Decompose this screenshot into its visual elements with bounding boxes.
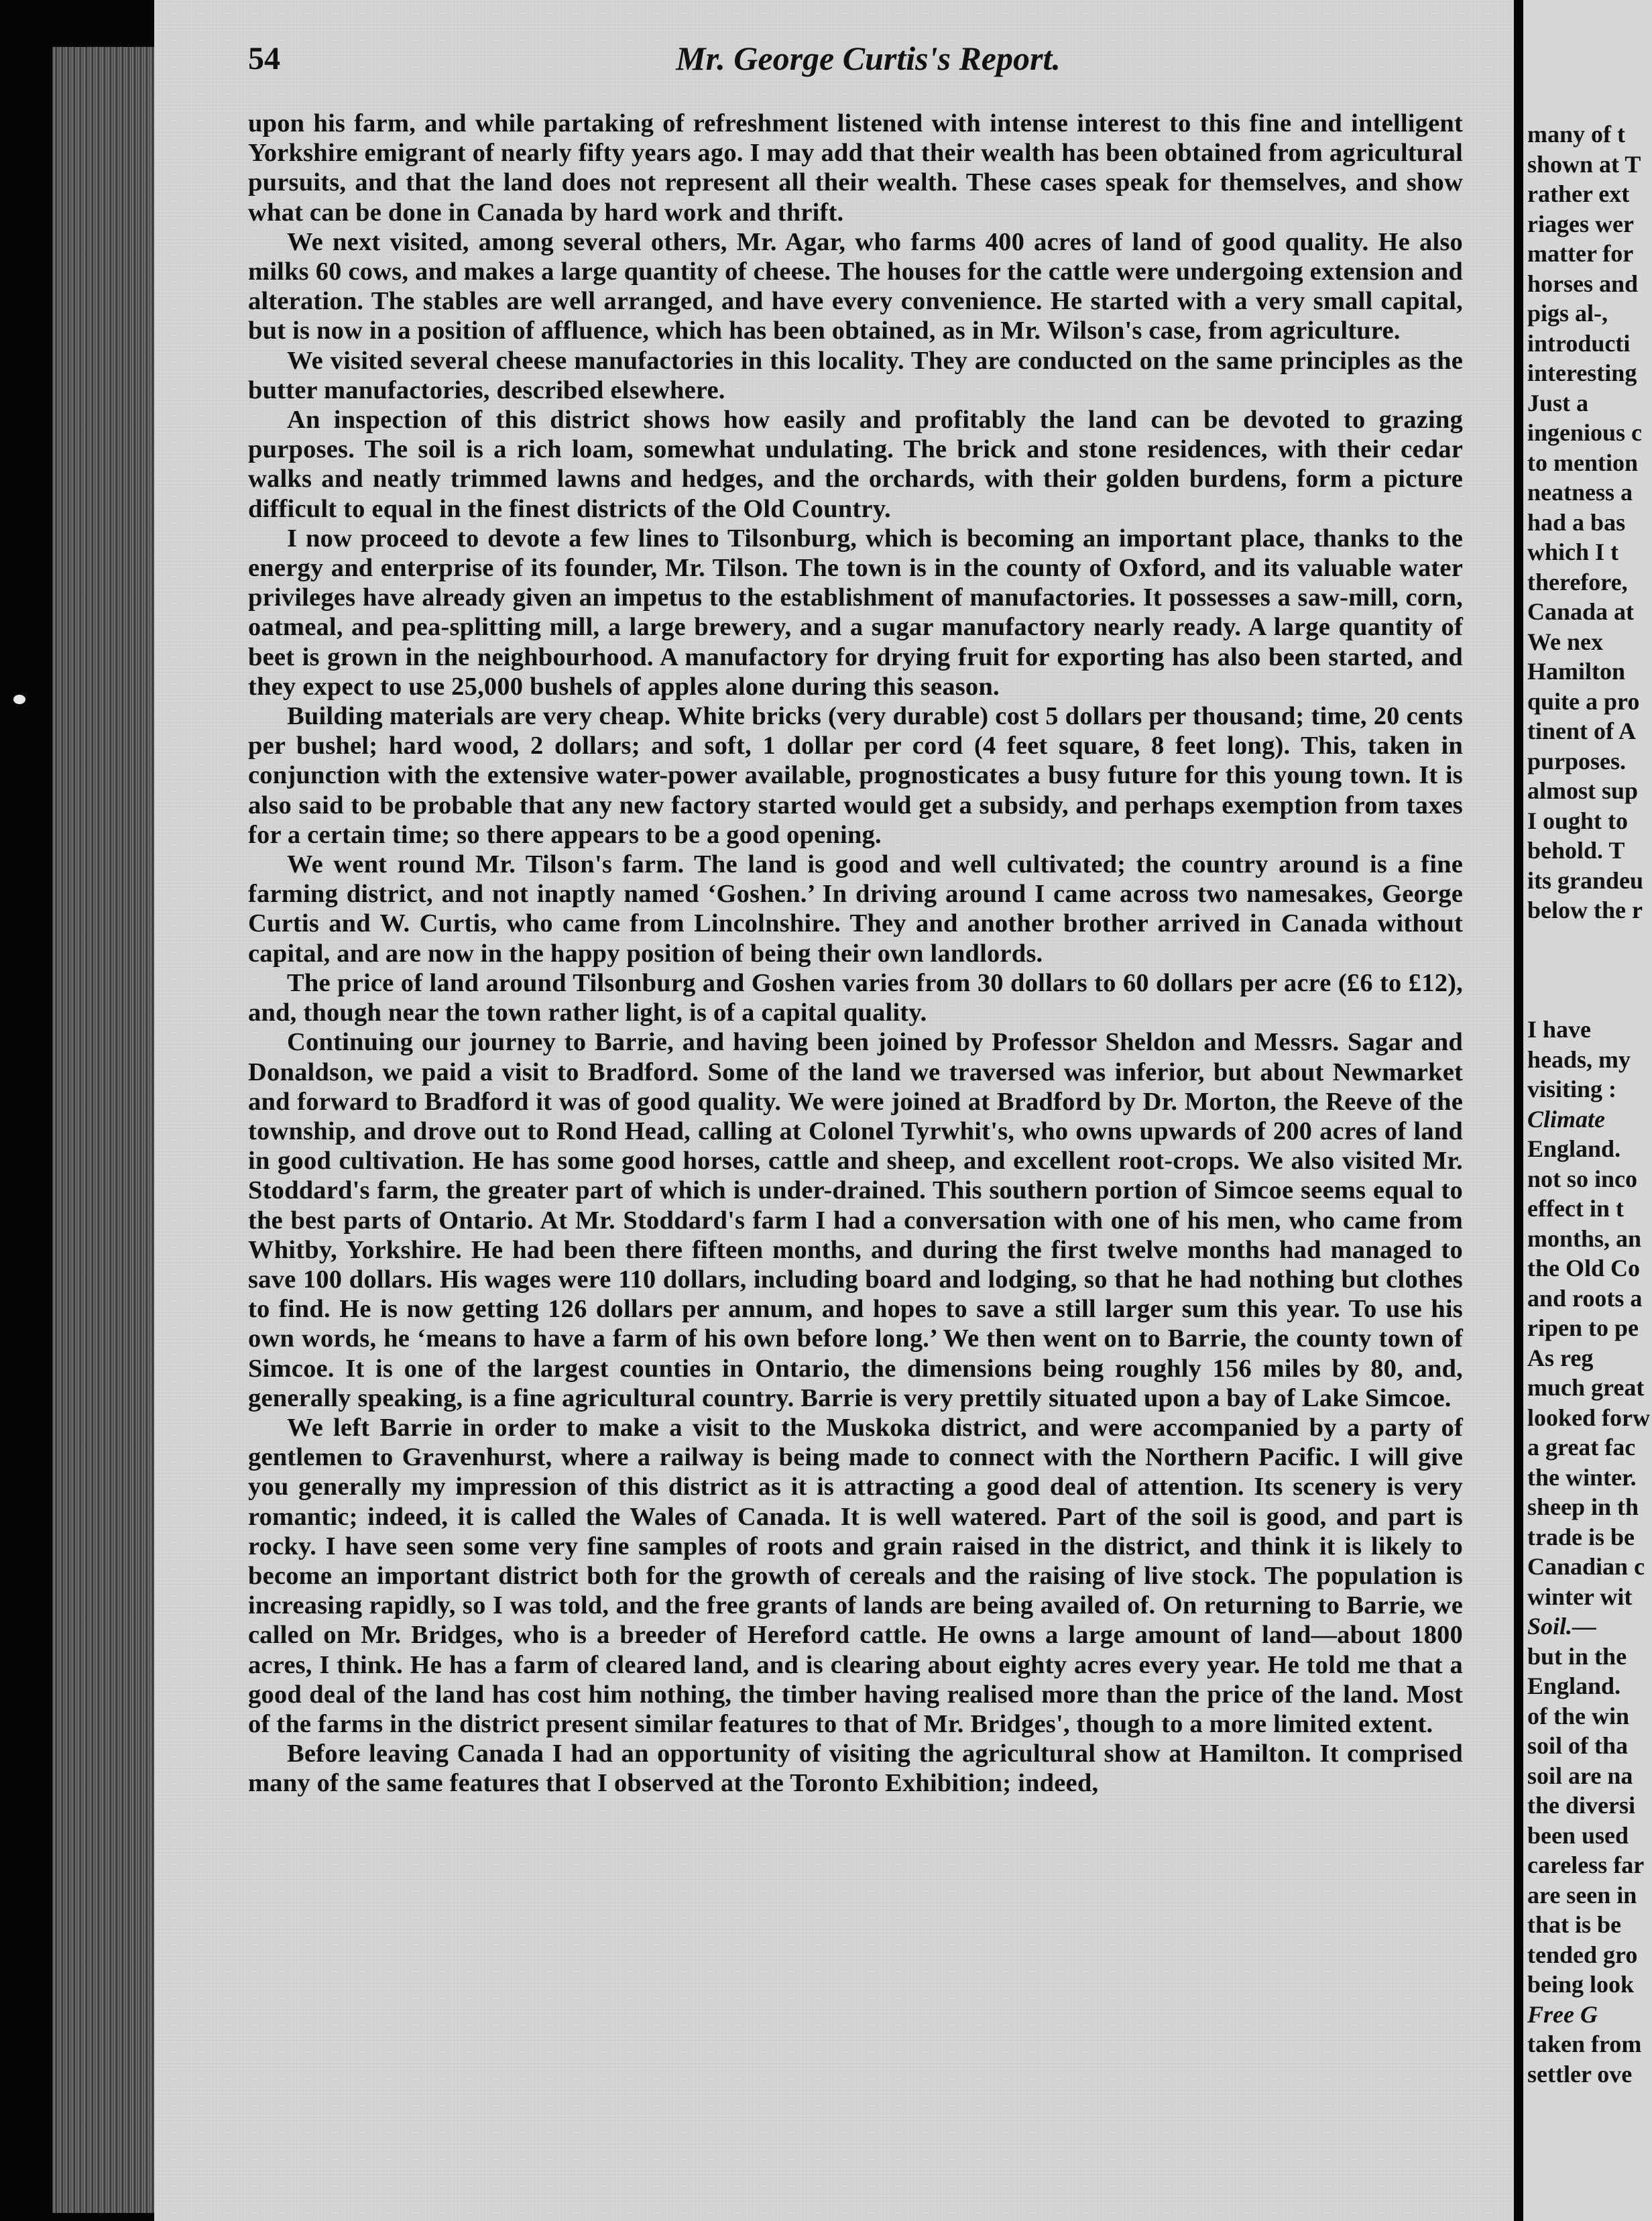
right-page-line: winter wit (1527, 1583, 1633, 1610)
right-page-line: to mention (1527, 449, 1638, 476)
paragraph: We went round Mr. Tilson's farm. The land is good and well cultivated; the country around is a fine farming district, and not inaptly named ‘Goshen.’ In driving around I came across two namesakes, George Curtis and W. Curtis, who came from Lincolnshire. They and another brother arrived in Canada without capital, and are now in the happy position of being their own landlords. (248, 850, 1463, 968)
right-page-line: behold. T (1527, 837, 1625, 864)
right-page-line: much great (1527, 1374, 1645, 1401)
right-page-line: As reg (1527, 1344, 1594, 1371)
right-page-line: horses and (1527, 270, 1639, 297)
right-page-line: England. (1527, 1135, 1621, 1162)
paragraph: I now proceed to devote a few lines to Tilsonburg, which is becoming an important place, thanks to the energy and enterprise of its founder, Mr. Tilson. The town is in the county of Oxford, and its valuable water privileges have already given an impetus to the establishment of manufactories. It possesses a saw-mill, corn, oatmeal, and pea-splitting mill, a large brewery, and a sugar manufactory nearly ready. A large quantity of beet is grown in the neighbourhood. A manufactory for drying fruit for exporting has also been started, and they expect to use 25,000 bushels of apples alone during this season. (248, 524, 1463, 701)
right-page-line: We nex (1527, 628, 1603, 655)
right-page-line: settler ove (1527, 2060, 1633, 2088)
right-page-line: trade is be (1527, 1523, 1635, 1550)
right-page-line: rather ext (1527, 180, 1630, 207)
right-page-line: tinent of A (1527, 718, 1636, 744)
right-page-line: therefore, (1527, 568, 1628, 595)
right-page-line (1527, 985, 1652, 1015)
right-page-line: introducti (1527, 329, 1631, 357)
paragraph: upon his farm, and while partaking of refreshment listened with intense interest to this fine and intelligent Yorkshire emigrant of nearly fifty years ago. I may add that their wealth has been obtained from agricultural pursuits, and that the land does not represent all their wealth. These cases speak for themselves, and show what can be done in Canada by hard work and thrift. (248, 109, 1463, 227)
right-page-line: I ought to (1527, 807, 1629, 834)
paragraph: We visited several cheese manufactories in this locality. They are conducted on the same principles as the butter manufactories, described elsewhere. (248, 346, 1463, 404)
right-page-line: been used (1527, 1821, 1629, 1849)
right-page-line: a great fac (1527, 1434, 1636, 1461)
right-page-line: months, an (1527, 1225, 1642, 1252)
page-gutter (1514, 0, 1523, 2221)
scan-speck (13, 695, 25, 704)
right-page-line: soil of tha (1527, 1732, 1629, 1759)
right-page-line (1527, 955, 1652, 985)
right-page-line: its grandeu (1527, 866, 1644, 894)
right-page-line: tended gro (1527, 1941, 1638, 1968)
right-page-line: visiting : (1527, 1076, 1617, 1102)
right-page-line: Canada at (1527, 598, 1635, 625)
right-page-line: the diversi (1527, 1792, 1635, 1819)
right-page-line: I have (1527, 1016, 1592, 1043)
right-page-line: which I t (1527, 538, 1619, 565)
right-page-line: Just a (1527, 389, 1589, 416)
right-page-line: not so inco (1527, 1165, 1638, 1192)
right-page-line: of the win (1527, 1702, 1629, 1729)
paragraph: We left Barrie in order to make a visit to the Muskoka district, and were accompanied by a party of gentlemen to Gravenhurst, where a railway is being made to connect with the Northern Pacific. I will give you generally my impression of this district as it is attracting a good deal of attention. Its scenery is very romantic; indeed, it is called the Wales of Canada. It is well watered. Part of the soil is good, and part is rocky. I have seen some very fine samples of roots and grain raised in the district, and think it is likely to become an important district both for the growth of cereals and the raising of live stock. The population is increasing rapidly, so I was told, and the free grants of lands are being availed of. On returning to Barrie, we called on Mr. Bridges, who is a breeder of Hereford cattle. He owns a large amount of land—about 1800 acres, I think. He has a farm of cleared land, and is clearing about eighty acres every year. He told me that a good deal of the land has cost him nothing, the timber having realised more than the price of the land. Most of the farms in the district present similar features to that of Mr. Bridges', though to a more limited extent. (248, 1413, 1463, 1738)
paragraph: The price of land around Tilsonburg and Goshen varies from 30 dollars to 60 dollars per acre (£6 to £12), and, though near the town rather light, is of a capital quality. (248, 968, 1463, 1027)
right-page-line (1527, 925, 1652, 956)
right-page-line: and roots a (1527, 1284, 1643, 1312)
paragraph: An inspection of this district shows how easily and profitably the land can be devoted to grazing purposes. The soil is a rich loam, somewhat undulating. The brick and stone residences, with their cedar walks and neatly trimmed lawns and hedges, and the orchards, with their golden burdens, form a picture difficult to equal in the finest districts of the Old Country. (248, 406, 1463, 523)
right-page-line: Canadian c (1527, 1553, 1645, 1580)
page-number: 54 (248, 41, 280, 76)
right-page-line: below the r (1527, 897, 1643, 923)
right-page-line: sheep in th (1527, 1493, 1639, 1520)
right-page-line: ripen to pe (1527, 1314, 1639, 1341)
body-text (248, 109, 1463, 1799)
right-page-line: shown at T (1527, 150, 1641, 178)
right-page-partial (1523, 0, 1652, 2221)
right-page-line: soil are na (1527, 1762, 1633, 1789)
left-page (154, 0, 1515, 2221)
right-page-text (1527, 119, 1652, 2089)
right-page-line: Hamilton (1527, 658, 1626, 685)
right-page-line: Soil.— (1527, 1613, 1597, 1640)
right-page-line: taken from (1527, 2031, 1642, 2057)
right-page-line: being look (1527, 1971, 1635, 1998)
running-title: Mr. George Curtis's Report. (676, 40, 1061, 77)
right-page-line: neatness a (1527, 479, 1633, 506)
right-page-line: England. (1527, 1672, 1621, 1699)
right-page-line: looked forw (1527, 1404, 1650, 1431)
paragraph: We next visited, among several others, Mr. Agar, who farms 400 acres of land of good quality. He also milks 60 cows, and makes a large quantity of cheese. The houses for the cattle were undergoing extension and alteration. The stables are well arranged, and have every convenience. He started with a very small capital, but is now in a position of affluence, which has been obtained, as in Mr. Wilson's case, from agriculture. (248, 227, 1463, 345)
right-page-line: the Old Co (1527, 1255, 1641, 1282)
right-page-line: interesting (1527, 359, 1637, 386)
right-page-line: are seen in (1527, 1881, 1637, 1909)
right-page-line: pigs al-, (1527, 300, 1608, 327)
right-page-line: but in the (1527, 1642, 1627, 1670)
right-page-line: the winter. (1527, 1463, 1637, 1491)
right-page-line: many of t (1527, 121, 1625, 148)
right-page-line: quite a pro (1527, 687, 1640, 715)
right-page-line: almost sup (1527, 777, 1639, 804)
paragraph: Building materials are very cheap. White bricks (very durable) cost 5 dollars per thousand; time, 20 cents per bushel; hard wood, 2 dollars; and soft, 1 dollar per cord (4 feet square, 8 feet long). This, taken in conjunction with the extensive water-power available, prognosticates a busy future for this young town. It is also said to be probable that any new factory started would get a subsidy, and perhaps exemption from taxes for a certain time; so there appears to be a good opening. (248, 702, 1463, 849)
right-page-line: ingenious c (1527, 419, 1643, 446)
right-page-line: Free G (1527, 2000, 1598, 2028)
right-page-line: matter for (1527, 240, 1634, 267)
right-page-line: had a bas (1527, 508, 1626, 536)
right-page-line: purposes. (1527, 747, 1627, 775)
right-page-line: effect in t (1527, 1195, 1624, 1222)
right-page-line: Climate (1527, 1105, 1605, 1133)
paragraph: Continuing our journey to Barrie, and having been joined by Professor Sheldon and Messrs. Sagar and Donaldson, we paid a visit to Bradford. Some of the land we traversed was inferior, but about Newmarket and forward to Bradford it was of good quality. We were joined at Bradford by Dr. Morton, the Reeve of the township, and drove out to Rond Head, calling at Colonel Tyrwhit's, who owns upwards of 200 acres of land in good cultivation. He has some good horses, cattle and sheep, and excellent root-crops. We also visited Mr. Stoddard's farm, the greater part of which is under-drained. This southern portion of Simcoe seems equal to the best parts of Ontario. At Mr. Stoddard's farm I had a conversation with one of his men, who came from Whitby, Yorkshire. He had been there fifteen months, and during the first twelve months had managed to save 100 dollars. His wages were 110 dollars, including board and lodging, so that he had nothing but clothes to find. He is now getting 126 dollars per annum, and hopes to save a still larger sum this year. To use his own words, he ‘means to have a farm of his own before long.’ We then went on to Barrie, the county town of Simcoe. It is one of the largest counties in Ontario, the dimensions being roughly 156 miles by 80, and, generally speaking, is a fine agricultural country. Barrie is very prettily situated upon a bay of Lake Simcoe. (248, 1028, 1463, 1412)
right-page-line: heads, my (1527, 1045, 1631, 1073)
right-page-line: that is be (1527, 1911, 1622, 1938)
right-page-line: careless far (1527, 1852, 1645, 1878)
paragraph: Before leaving Canada I had an opportunity of visiting the agricultural show at Hamilton. It comprised many of the same features that I observed at the Toronto Exhibition; indeed, (248, 1740, 1463, 1798)
right-page-line: riages wer (1527, 210, 1634, 237)
